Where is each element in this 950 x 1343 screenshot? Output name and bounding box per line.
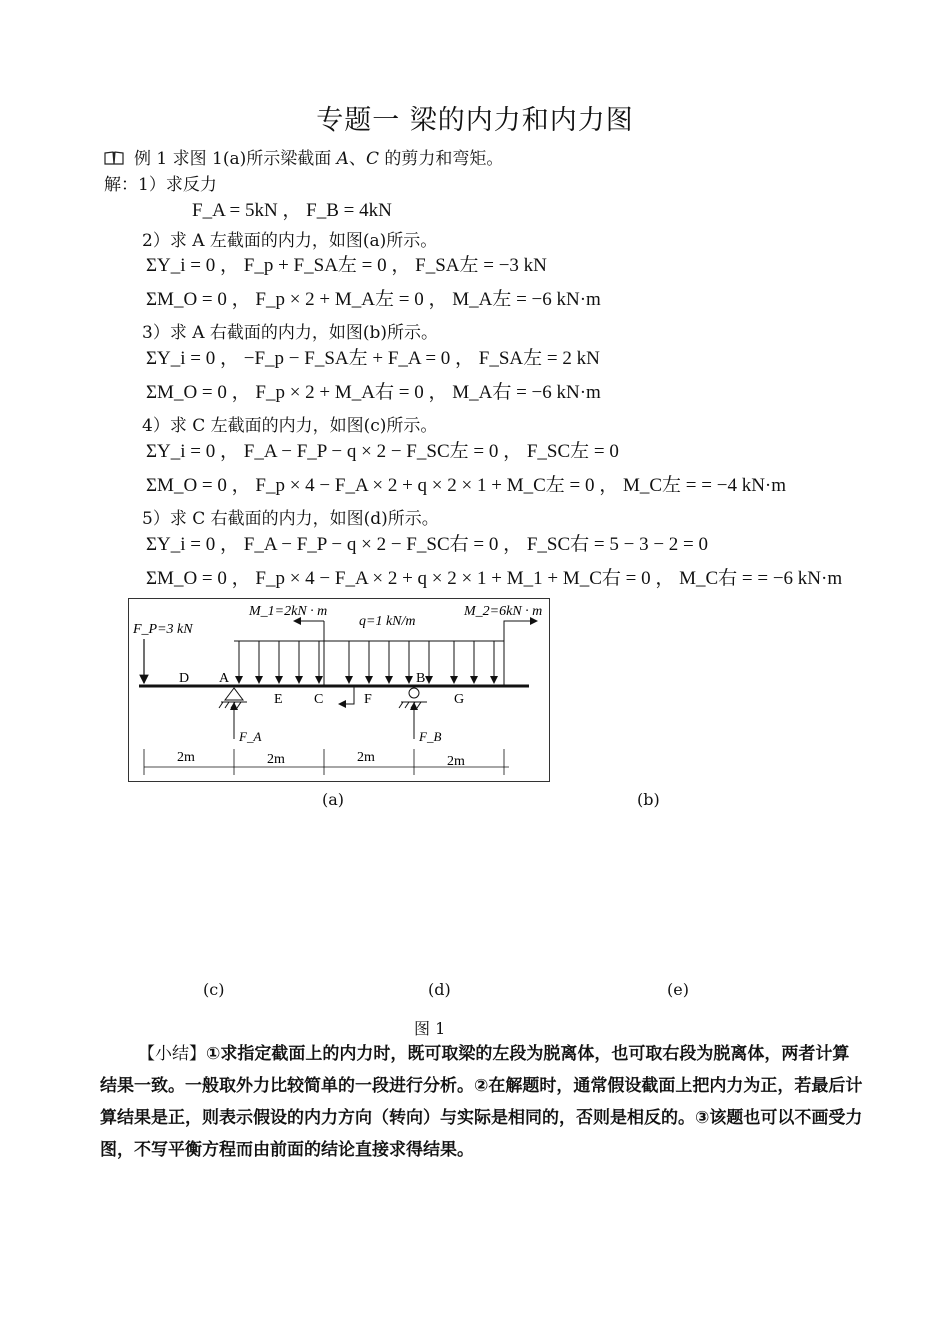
point-a: A: [219, 671, 230, 686]
example-statement: [104, 144, 503, 169]
figure-caption: 图 1: [414, 1019, 446, 1038]
caption-e: (e): [667, 980, 689, 999]
step-2-eq2: ΣM_O = 0 ， F_p × 2 + M_A左 = 0 ， M_A左 = −6 kN·m: [146, 289, 601, 310]
book-icon: [104, 151, 124, 165]
step-5-heading: 5）求 C 右截面的内力，如图(d)所示。: [142, 509, 439, 529]
fp-label: F_P=3 kN: [133, 622, 193, 637]
support-b: [399, 688, 427, 708]
m1-label: M_1=2kN · m: [249, 604, 328, 619]
span-1: 2m: [177, 750, 195, 765]
span-3: 2m: [357, 750, 375, 765]
page-title: 专题一 梁的内力和内力图: [316, 105, 634, 136]
example-label: 例 1 求图 1(a)所示梁截面: [134, 149, 337, 169]
step-2-heading: 2）求 A 左截面的内力，如图(a)所示。: [142, 231, 438, 251]
point-c: C: [314, 692, 324, 707]
fb-label: F_B: [419, 729, 442, 744]
summary-text: ①求指定截面上的内力时，既可取梁的左段为脱离体，也可取右段为脱离体，两者计算结果一致。一般取外力比较简单的一段进行分析。②在解题时，通常假设截面上把内力为正，若最后计算结果是正，则表示假设的内力方向（转向）与实际是相同的，否则是相反的。③该题也可以不画受力图，不写平衡方程而由前面的结论直接求得结果。: [100, 1044, 863, 1160]
point-b: B: [416, 671, 426, 686]
separator: 、: [348, 149, 366, 169]
caption-b: (b): [637, 790, 660, 809]
step-3-heading: 3）求 A 右截面的内力，如图(b)所示。: [142, 323, 439, 343]
support-a: [219, 688, 247, 708]
fa-label: F_A: [239, 729, 262, 744]
summary-paragraph: [100, 1038, 865, 1166]
reactions-equation: F_A = 5kN ， F_B = 4kN: [192, 200, 392, 221]
point-f: F: [364, 692, 372, 707]
beam-diagram: [129, 599, 549, 781]
example-rest: 的剪力和弯矩。: [378, 149, 504, 169]
step-5-eq2: ΣM_O = 0 ， F_p × 4 − F_A × 2 + q × 2 × 1 + M_1 + M_C右 = 0 ， M_C右 = = −6 kN·m: [146, 568, 843, 589]
span-4: 2m: [447, 754, 465, 769]
beam-figure: [128, 598, 550, 782]
step-3-eq1: ΣY_i = 0 ， −F_p − F_SA左 + F_A = 0 ， F_SA左 = 2 kN: [146, 348, 600, 369]
caption-c: (c): [203, 980, 225, 999]
q-arrows: [239, 641, 494, 683]
q-label: q=1 kN/m: [359, 614, 416, 629]
point-e: E: [274, 692, 283, 707]
summary-lead: 【小结】: [138, 1044, 206, 1064]
var-a: A: [336, 149, 349, 169]
step-4-heading: 4）求 C 左截面的内力，如图(c)所示。: [142, 416, 438, 436]
m2-arrow: [504, 621, 537, 686]
point-d: D: [179, 671, 190, 686]
point-g: G: [454, 692, 465, 707]
step-4-eq2: ΣM_O = 0 ， F_p × 4 − F_A × 2 + q × 2 × 1 + M_C左 = 0 ， M_C左 = = −4 kN·m: [146, 475, 787, 496]
caption-a: (a): [322, 790, 345, 809]
span-2: 2m: [267, 752, 285, 767]
m2-label: M_2=6kN · m: [464, 604, 543, 619]
step-2-eq1: ΣY_i = 0 ， F_p + F_SA左 = 0 ， F_SA左 = −3 kN: [146, 255, 547, 276]
step-3-eq2: ΣM_O = 0 ， F_p × 2 + M_A右 = 0 ， M_A右 = −6 kN·m: [146, 382, 601, 403]
step-4-eq1: ΣY_i = 0 ， F_A − F_P − q × 2 − F_SC左 = 0 ， F_SC左 = 0: [146, 441, 619, 462]
var-c: C: [365, 149, 379, 169]
solution-prefix: 解：1）求反力: [104, 175, 217, 195]
caption-d: (d): [428, 980, 451, 999]
step-5-eq1: ΣY_i = 0 ， F_A − F_P − q × 2 − F_SC右 = 0 ， F_SC右 = 5 − 3 − 2 = 0: [146, 534, 708, 555]
